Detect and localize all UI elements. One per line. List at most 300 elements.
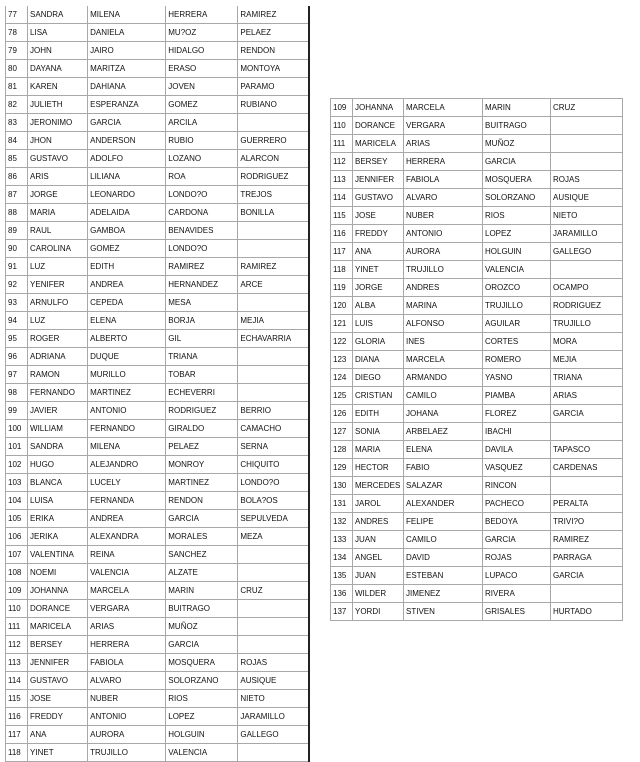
- second-name-cell[interactable]: ANTONIO: [404, 225, 483, 243]
- second-surname-cell[interactable]: ARCE: [238, 276, 309, 294]
- first-surname-cell[interactable]: OROZCO: [483, 279, 551, 297]
- first-surname-cell[interactable]: MORALES: [166, 528, 238, 546]
- row-number-cell[interactable]: 116: [6, 708, 28, 726]
- second-name-cell[interactable]: ARIAS: [88, 618, 166, 636]
- second-surname-cell[interactable]: ALARCON: [238, 150, 309, 168]
- row-number-cell[interactable]: 110: [6, 600, 28, 618]
- row-number-cell[interactable]: 103: [6, 474, 28, 492]
- second-name-cell[interactable]: MURILLO: [88, 366, 166, 384]
- first-surname-cell[interactable]: JOVEN: [166, 78, 238, 96]
- row-number-cell[interactable]: 125: [331, 387, 353, 405]
- second-surname-cell[interactable]: [238, 366, 309, 384]
- first-surname-cell[interactable]: RINCON: [483, 477, 551, 495]
- first-name-cell[interactable]: JENNIFER: [28, 654, 88, 672]
- first-name-cell[interactable]: JERIKA: [28, 528, 88, 546]
- second-surname-cell[interactable]: OCAMPO: [551, 279, 623, 297]
- second-surname-cell[interactable]: TRUJILLO: [551, 315, 623, 333]
- second-name-cell[interactable]: ALVARO: [88, 672, 166, 690]
- first-surname-cell[interactable]: MARIN: [483, 99, 551, 117]
- first-name-cell[interactable]: JORGE: [28, 186, 88, 204]
- first-surname-cell[interactable]: IBACHI: [483, 423, 551, 441]
- second-surname-cell[interactable]: [238, 546, 309, 564]
- first-surname-cell[interactable]: MUÑOZ: [483, 135, 551, 153]
- first-surname-cell[interactable]: GOMEZ: [166, 96, 238, 114]
- first-name-cell[interactable]: LUZ: [28, 258, 88, 276]
- second-name-cell[interactable]: TRUJILLO: [88, 744, 166, 762]
- first-surname-cell[interactable]: SOLORZANO: [166, 672, 238, 690]
- first-surname-cell[interactable]: ALZATE: [166, 564, 238, 582]
- row-number-cell[interactable]: 130: [331, 477, 353, 495]
- first-surname-cell[interactable]: GARCIA: [483, 531, 551, 549]
- second-name-cell[interactable]: VERGARA: [88, 600, 166, 618]
- second-surname-cell[interactable]: [551, 153, 623, 171]
- second-surname-cell[interactable]: CRUZ: [238, 582, 309, 600]
- second-name-cell[interactable]: ARBELAEZ: [404, 423, 483, 441]
- row-number-cell[interactable]: 92: [6, 276, 28, 294]
- first-name-cell[interactable]: FREDDY: [28, 708, 88, 726]
- first-name-cell[interactable]: LUISA: [28, 492, 88, 510]
- first-surname-cell[interactable]: BEDOYA: [483, 513, 551, 531]
- second-name-cell[interactable]: AURORA: [88, 726, 166, 744]
- first-surname-cell[interactable]: MUÑOZ: [166, 618, 238, 636]
- second-surname-cell[interactable]: ROJAS: [551, 171, 623, 189]
- first-name-cell[interactable]: SANDRA: [28, 6, 88, 24]
- second-surname-cell[interactable]: JARAMILLO: [551, 225, 623, 243]
- second-surname-cell[interactable]: ARIAS: [551, 387, 623, 405]
- row-number-cell[interactable]: 107: [6, 546, 28, 564]
- second-surname-cell[interactable]: [238, 240, 309, 258]
- first-name-cell[interactable]: RAUL: [28, 222, 88, 240]
- row-number-cell[interactable]: 89: [6, 222, 28, 240]
- second-surname-cell[interactable]: PELAEZ: [238, 24, 309, 42]
- row-number-cell[interactable]: 104: [6, 492, 28, 510]
- second-surname-cell[interactable]: BONILLA: [238, 204, 309, 222]
- second-surname-cell[interactable]: TAPASCO: [551, 441, 623, 459]
- row-number-cell[interactable]: 120: [331, 297, 353, 315]
- row-number-cell[interactable]: 111: [331, 135, 353, 153]
- first-surname-cell[interactable]: TOBAR: [166, 366, 238, 384]
- first-name-cell[interactable]: EDITH: [353, 405, 404, 423]
- row-number-cell[interactable]: 135: [331, 567, 353, 585]
- first-surname-cell[interactable]: MOSQUERA: [483, 171, 551, 189]
- first-name-cell[interactable]: ANA: [353, 243, 404, 261]
- second-name-cell[interactable]: MILENA: [88, 6, 166, 24]
- row-number-cell[interactable]: 95: [6, 330, 28, 348]
- row-number-cell[interactable]: 79: [6, 42, 28, 60]
- second-surname-cell[interactable]: MEJIA: [238, 312, 309, 330]
- second-name-cell[interactable]: FERNANDO: [88, 420, 166, 438]
- first-surname-cell[interactable]: TRIANA: [166, 348, 238, 366]
- first-name-cell[interactable]: MARICELA: [353, 135, 404, 153]
- first-surname-cell[interactable]: GIL: [166, 330, 238, 348]
- row-number-cell[interactable]: 118: [331, 261, 353, 279]
- second-name-cell[interactable]: AURORA: [404, 243, 483, 261]
- first-name-cell[interactable]: JOSE: [353, 207, 404, 225]
- row-number-cell[interactable]: 86: [6, 168, 28, 186]
- second-name-cell[interactable]: HERRERA: [88, 636, 166, 654]
- first-name-cell[interactable]: DORANCE: [353, 117, 404, 135]
- row-number-cell[interactable]: 115: [6, 690, 28, 708]
- second-name-cell[interactable]: MARTINEZ: [88, 384, 166, 402]
- second-name-cell[interactable]: LUCELY: [88, 474, 166, 492]
- row-number-cell[interactable]: 117: [331, 243, 353, 261]
- first-name-cell[interactable]: JOHN: [28, 42, 88, 60]
- second-name-cell[interactable]: ALBERTO: [88, 330, 166, 348]
- first-surname-cell[interactable]: LONDO?O: [166, 186, 238, 204]
- second-name-cell[interactable]: DAVID: [404, 549, 483, 567]
- second-surname-cell[interactable]: AUSIQUE: [238, 672, 309, 690]
- second-name-cell[interactable]: CAMILO: [404, 531, 483, 549]
- first-name-cell[interactable]: BLANCA: [28, 474, 88, 492]
- first-surname-cell[interactable]: ROJAS: [483, 549, 551, 567]
- first-surname-cell[interactable]: LONDO?O: [166, 240, 238, 258]
- row-number-cell[interactable]: 80: [6, 60, 28, 78]
- first-surname-cell[interactable]: ROMERO: [483, 351, 551, 369]
- second-name-cell[interactable]: ANDRES: [404, 279, 483, 297]
- first-name-cell[interactable]: LUIS: [353, 315, 404, 333]
- first-surname-cell[interactable]: ECHEVERRI: [166, 384, 238, 402]
- first-surname-cell[interactable]: BUITRAGO: [483, 117, 551, 135]
- second-surname-cell[interactable]: HURTADO: [551, 603, 623, 621]
- first-name-cell[interactable]: JOSE: [28, 690, 88, 708]
- row-number-cell[interactable]: 109: [331, 99, 353, 117]
- row-number-cell[interactable]: 124: [331, 369, 353, 387]
- second-name-cell[interactable]: DANIELA: [88, 24, 166, 42]
- first-name-cell[interactable]: YINET: [28, 744, 88, 762]
- first-surname-cell[interactable]: MESA: [166, 294, 238, 312]
- first-name-cell[interactable]: BERSEY: [353, 153, 404, 171]
- second-name-cell[interactable]: MARCELA: [88, 582, 166, 600]
- first-surname-cell[interactable]: LOZANO: [166, 150, 238, 168]
- row-number-cell[interactable]: 84: [6, 132, 28, 150]
- second-surname-cell[interactable]: JARAMILLO: [238, 708, 309, 726]
- second-name-cell[interactable]: FERNANDA: [88, 492, 166, 510]
- first-name-cell[interactable]: JULIETH: [28, 96, 88, 114]
- first-surname-cell[interactable]: ARCILA: [166, 114, 238, 132]
- second-surname-cell[interactable]: [238, 294, 309, 312]
- second-name-cell[interactable]: ESTEBAN: [404, 567, 483, 585]
- first-surname-cell[interactable]: RIVERA: [483, 585, 551, 603]
- row-number-cell[interactable]: 78: [6, 24, 28, 42]
- first-name-cell[interactable]: GUSTAVO: [353, 189, 404, 207]
- second-surname-cell[interactable]: PERALTA: [551, 495, 623, 513]
- first-name-cell[interactable]: JERONIMO: [28, 114, 88, 132]
- first-surname-cell[interactable]: PELAEZ: [166, 438, 238, 456]
- row-number-cell[interactable]: 97: [6, 366, 28, 384]
- first-surname-cell[interactable]: GARCIA: [166, 510, 238, 528]
- second-surname-cell[interactable]: MONTOYA: [238, 60, 309, 78]
- second-surname-cell[interactable]: [238, 348, 309, 366]
- second-name-cell[interactable]: JOHANA: [404, 405, 483, 423]
- first-surname-cell[interactable]: MONROY: [166, 456, 238, 474]
- first-name-cell[interactable]: JUAN: [353, 531, 404, 549]
- second-surname-cell[interactable]: [551, 477, 623, 495]
- first-surname-cell[interactable]: PACHECO: [483, 495, 551, 513]
- first-surname-cell[interactable]: RENDON: [166, 492, 238, 510]
- row-number-cell[interactable]: 117: [6, 726, 28, 744]
- second-name-cell[interactable]: ALEXANDRA: [88, 528, 166, 546]
- first-surname-cell[interactable]: HERNANDEZ: [166, 276, 238, 294]
- second-surname-cell[interactable]: TRIVI?O: [551, 513, 623, 531]
- row-number-cell[interactable]: 94: [6, 312, 28, 330]
- row-number-cell[interactable]: 116: [331, 225, 353, 243]
- first-surname-cell[interactable]: TRUJILLO: [483, 297, 551, 315]
- second-name-cell[interactable]: JIMENEZ: [404, 585, 483, 603]
- row-number-cell[interactable]: 114: [331, 189, 353, 207]
- second-name-cell[interactable]: GAMBOA: [88, 222, 166, 240]
- second-surname-cell[interactable]: MEJIA: [551, 351, 623, 369]
- second-name-cell[interactable]: ADOLFO: [88, 150, 166, 168]
- first-surname-cell[interactable]: MARTINEZ: [166, 474, 238, 492]
- first-name-cell[interactable]: ALBA: [353, 297, 404, 315]
- second-name-cell[interactable]: GARCIA: [88, 114, 166, 132]
- first-name-cell[interactable]: JENNIFER: [353, 171, 404, 189]
- first-name-cell[interactable]: FERNANDO: [28, 384, 88, 402]
- second-name-cell[interactable]: ALEXANDER: [404, 495, 483, 513]
- second-surname-cell[interactable]: [238, 618, 309, 636]
- row-number-cell[interactable]: 93: [6, 294, 28, 312]
- first-name-cell[interactable]: JAVIER: [28, 402, 88, 420]
- first-name-cell[interactable]: JORGE: [353, 279, 404, 297]
- second-surname-cell[interactable]: [551, 117, 623, 135]
- row-number-cell[interactable]: 109: [6, 582, 28, 600]
- first-name-cell[interactable]: LISA: [28, 24, 88, 42]
- second-name-cell[interactable]: LILIANA: [88, 168, 166, 186]
- row-number-cell[interactable]: 77: [6, 6, 28, 24]
- row-number-cell[interactable]: 81: [6, 78, 28, 96]
- first-name-cell[interactable]: DIANA: [353, 351, 404, 369]
- second-surname-cell[interactable]: RODRIGUEZ: [238, 168, 309, 186]
- first-name-cell[interactable]: WILLIAM: [28, 420, 88, 438]
- second-name-cell[interactable]: ELENA: [88, 312, 166, 330]
- row-number-cell[interactable]: 99: [6, 402, 28, 420]
- row-number-cell[interactable]: 96: [6, 348, 28, 366]
- second-name-cell[interactable]: ALVARO: [404, 189, 483, 207]
- row-number-cell[interactable]: 129: [331, 459, 353, 477]
- first-surname-cell[interactable]: HERRERA: [166, 6, 238, 24]
- first-surname-cell[interactable]: GRISALES: [483, 603, 551, 621]
- second-surname-cell[interactable]: GARCIA: [551, 567, 623, 585]
- second-name-cell[interactable]: SALAZAR: [404, 477, 483, 495]
- second-surname-cell[interactable]: LONDO?O: [238, 474, 309, 492]
- first-surname-cell[interactable]: LOPEZ: [483, 225, 551, 243]
- first-name-cell[interactable]: DIEGO: [353, 369, 404, 387]
- first-name-cell[interactable]: GUSTAVO: [28, 672, 88, 690]
- first-name-cell[interactable]: JOHANNA: [353, 99, 404, 117]
- row-number-cell[interactable]: 101: [6, 438, 28, 456]
- second-name-cell[interactable]: MARCELA: [404, 99, 483, 117]
- second-name-cell[interactable]: DAHIANA: [88, 78, 166, 96]
- second-surname-cell[interactable]: ROJAS: [238, 654, 309, 672]
- second-surname-cell[interactable]: GUERRERO: [238, 132, 309, 150]
- second-name-cell[interactable]: LEONARDO: [88, 186, 166, 204]
- second-name-cell[interactable]: CAMILO: [404, 387, 483, 405]
- second-name-cell[interactable]: ALFONSO: [404, 315, 483, 333]
- first-surname-cell[interactable]: ROA: [166, 168, 238, 186]
- row-number-cell[interactable]: 114: [6, 672, 28, 690]
- row-number-cell[interactable]: 87: [6, 186, 28, 204]
- row-number-cell[interactable]: 82: [6, 96, 28, 114]
- first-name-cell[interactable]: ADRIANA: [28, 348, 88, 366]
- row-number-cell[interactable]: 85: [6, 150, 28, 168]
- row-number-cell[interactable]: 131: [331, 495, 353, 513]
- first-name-cell[interactable]: SONIA: [353, 423, 404, 441]
- row-number-cell[interactable]: 108: [6, 564, 28, 582]
- first-name-cell[interactable]: YINET: [353, 261, 404, 279]
- second-surname-cell[interactable]: ECHAVARRIA: [238, 330, 309, 348]
- second-surname-cell[interactable]: RODRIGUEZ: [551, 297, 623, 315]
- second-surname-cell[interactable]: [238, 600, 309, 618]
- first-name-cell[interactable]: DORANCE: [28, 600, 88, 618]
- second-surname-cell[interactable]: MEZA: [238, 528, 309, 546]
- row-number-cell[interactable]: 136: [331, 585, 353, 603]
- row-number-cell[interactable]: 100: [6, 420, 28, 438]
- second-name-cell[interactable]: MARINA: [404, 297, 483, 315]
- first-name-cell[interactable]: ANA: [28, 726, 88, 744]
- first-surname-cell[interactable]: YASNO: [483, 369, 551, 387]
- first-name-cell[interactable]: LUZ: [28, 312, 88, 330]
- second-surname-cell[interactable]: [551, 423, 623, 441]
- first-name-cell[interactable]: JAROL: [353, 495, 404, 513]
- first-surname-cell[interactable]: DAVILA: [483, 441, 551, 459]
- second-name-cell[interactable]: GOMEZ: [88, 240, 166, 258]
- second-surname-cell[interactable]: RUBIANO: [238, 96, 309, 114]
- row-number-cell[interactable]: 91: [6, 258, 28, 276]
- second-name-cell[interactable]: INES: [404, 333, 483, 351]
- second-surname-cell[interactable]: PARAMO: [238, 78, 309, 96]
- first-surname-cell[interactable]: MOSQUERA: [166, 654, 238, 672]
- first-surname-cell[interactable]: LOPEZ: [166, 708, 238, 726]
- second-surname-cell[interactable]: PARRAGA: [551, 549, 623, 567]
- first-surname-cell[interactable]: HIDALGO: [166, 42, 238, 60]
- second-surname-cell[interactable]: BERRIO: [238, 402, 309, 420]
- row-number-cell[interactable]: 115: [331, 207, 353, 225]
- first-name-cell[interactable]: HUGO: [28, 456, 88, 474]
- second-name-cell[interactable]: ANTONIO: [88, 708, 166, 726]
- second-name-cell[interactable]: ARIAS: [404, 135, 483, 153]
- first-surname-cell[interactable]: FLOREZ: [483, 405, 551, 423]
- first-name-cell[interactable]: MARIA: [28, 204, 88, 222]
- first-name-cell[interactable]: NOEMI: [28, 564, 88, 582]
- row-number-cell[interactable]: 132: [331, 513, 353, 531]
- first-name-cell[interactable]: RAMON: [28, 366, 88, 384]
- second-surname-cell[interactable]: [551, 135, 623, 153]
- first-name-cell[interactable]: MARICELA: [28, 618, 88, 636]
- second-surname-cell[interactable]: GALLEGO: [551, 243, 623, 261]
- second-surname-cell[interactable]: RAMIREZ: [551, 531, 623, 549]
- row-number-cell[interactable]: 113: [331, 171, 353, 189]
- first-name-cell[interactable]: YENIFER: [28, 276, 88, 294]
- second-name-cell[interactable]: ELENA: [404, 441, 483, 459]
- first-surname-cell[interactable]: MARIN: [166, 582, 238, 600]
- first-surname-cell[interactable]: BORJA: [166, 312, 238, 330]
- second-name-cell[interactable]: ANDREA: [88, 276, 166, 294]
- first-surname-cell[interactable]: GARCIA: [166, 636, 238, 654]
- second-surname-cell[interactable]: GALLEGO: [238, 726, 309, 744]
- second-surname-cell[interactable]: RAMIREZ: [238, 258, 309, 276]
- first-surname-cell[interactable]: VASQUEZ: [483, 459, 551, 477]
- second-name-cell[interactable]: EDITH: [88, 258, 166, 276]
- first-name-cell[interactable]: JOHANNA: [28, 582, 88, 600]
- row-number-cell[interactable]: 105: [6, 510, 28, 528]
- second-name-cell[interactable]: FABIOLA: [404, 171, 483, 189]
- first-name-cell[interactable]: JHON: [28, 132, 88, 150]
- second-name-cell[interactable]: DUQUE: [88, 348, 166, 366]
- row-number-cell[interactable]: 111: [6, 618, 28, 636]
- second-name-cell[interactable]: ESPERANZA: [88, 96, 166, 114]
- second-surname-cell[interactable]: CARDENAS: [551, 459, 623, 477]
- second-surname-cell[interactable]: [238, 564, 309, 582]
- second-surname-cell[interactable]: AUSIQUE: [551, 189, 623, 207]
- first-surname-cell[interactable]: BENAVIDES: [166, 222, 238, 240]
- row-number-cell[interactable]: 118: [6, 744, 28, 762]
- row-number-cell[interactable]: 110: [331, 117, 353, 135]
- row-number-cell[interactable]: 137: [331, 603, 353, 621]
- first-name-cell[interactable]: CAROLINA: [28, 240, 88, 258]
- second-name-cell[interactable]: FABIO: [404, 459, 483, 477]
- second-name-cell[interactable]: ANDREA: [88, 510, 166, 528]
- second-surname-cell[interactable]: NIETO: [238, 690, 309, 708]
- row-number-cell[interactable]: 106: [6, 528, 28, 546]
- row-number-cell[interactable]: 112: [331, 153, 353, 171]
- first-name-cell[interactable]: WILDER: [353, 585, 404, 603]
- first-surname-cell[interactable]: RAMIREZ: [166, 258, 238, 276]
- first-name-cell[interactable]: CRISTIAN: [353, 387, 404, 405]
- first-surname-cell[interactable]: VALENCIA: [166, 744, 238, 762]
- second-name-cell[interactable]: FABIOLA: [88, 654, 166, 672]
- first-surname-cell[interactable]: ERASO: [166, 60, 238, 78]
- row-number-cell[interactable]: 98: [6, 384, 28, 402]
- row-number-cell[interactable]: 122: [331, 333, 353, 351]
- first-name-cell[interactable]: GLORIA: [353, 333, 404, 351]
- first-name-cell[interactable]: ANGEL: [353, 549, 404, 567]
- row-number-cell[interactable]: 126: [331, 405, 353, 423]
- first-name-cell[interactable]: ERIKA: [28, 510, 88, 528]
- second-surname-cell[interactable]: RENDON: [238, 42, 309, 60]
- second-name-cell[interactable]: MARCELA: [404, 351, 483, 369]
- first-name-cell[interactable]: ROGER: [28, 330, 88, 348]
- first-surname-cell[interactable]: AGUILAR: [483, 315, 551, 333]
- second-name-cell[interactable]: ALEJANDRO: [88, 456, 166, 474]
- row-number-cell[interactable]: 119: [331, 279, 353, 297]
- second-surname-cell[interactable]: CHIQUITO: [238, 456, 309, 474]
- first-surname-cell[interactable]: SANCHEZ: [166, 546, 238, 564]
- first-surname-cell[interactable]: RODRIGUEZ: [166, 402, 238, 420]
- first-name-cell[interactable]: VALENTINA: [28, 546, 88, 564]
- row-number-cell[interactable]: 134: [331, 549, 353, 567]
- first-surname-cell[interactable]: RIOS: [166, 690, 238, 708]
- second-name-cell[interactable]: VERGARA: [404, 117, 483, 135]
- first-surname-cell[interactable]: MU?OZ: [166, 24, 238, 42]
- second-name-cell[interactable]: FELIPE: [404, 513, 483, 531]
- first-surname-cell[interactable]: BUITRAGO: [166, 600, 238, 618]
- first-surname-cell[interactable]: HOLGUIN: [483, 243, 551, 261]
- first-name-cell[interactable]: HECTOR: [353, 459, 404, 477]
- second-name-cell[interactable]: JAIRO: [88, 42, 166, 60]
- first-name-cell[interactable]: FREDDY: [353, 225, 404, 243]
- first-name-cell[interactable]: DAYANA: [28, 60, 88, 78]
- row-number-cell[interactable]: 112: [6, 636, 28, 654]
- first-surname-cell[interactable]: GARCIA: [483, 153, 551, 171]
- second-name-cell[interactable]: ADELAIDA: [88, 204, 166, 222]
- second-surname-cell[interactable]: MORA: [551, 333, 623, 351]
- second-surname-cell[interactable]: RAMIREZ: [238, 6, 309, 24]
- first-name-cell[interactable]: BERSEY: [28, 636, 88, 654]
- first-surname-cell[interactable]: LUPACO: [483, 567, 551, 585]
- row-number-cell[interactable]: 90: [6, 240, 28, 258]
- second-name-cell[interactable]: ANDERSON: [88, 132, 166, 150]
- second-surname-cell[interactable]: SEPULVEDA: [238, 510, 309, 528]
